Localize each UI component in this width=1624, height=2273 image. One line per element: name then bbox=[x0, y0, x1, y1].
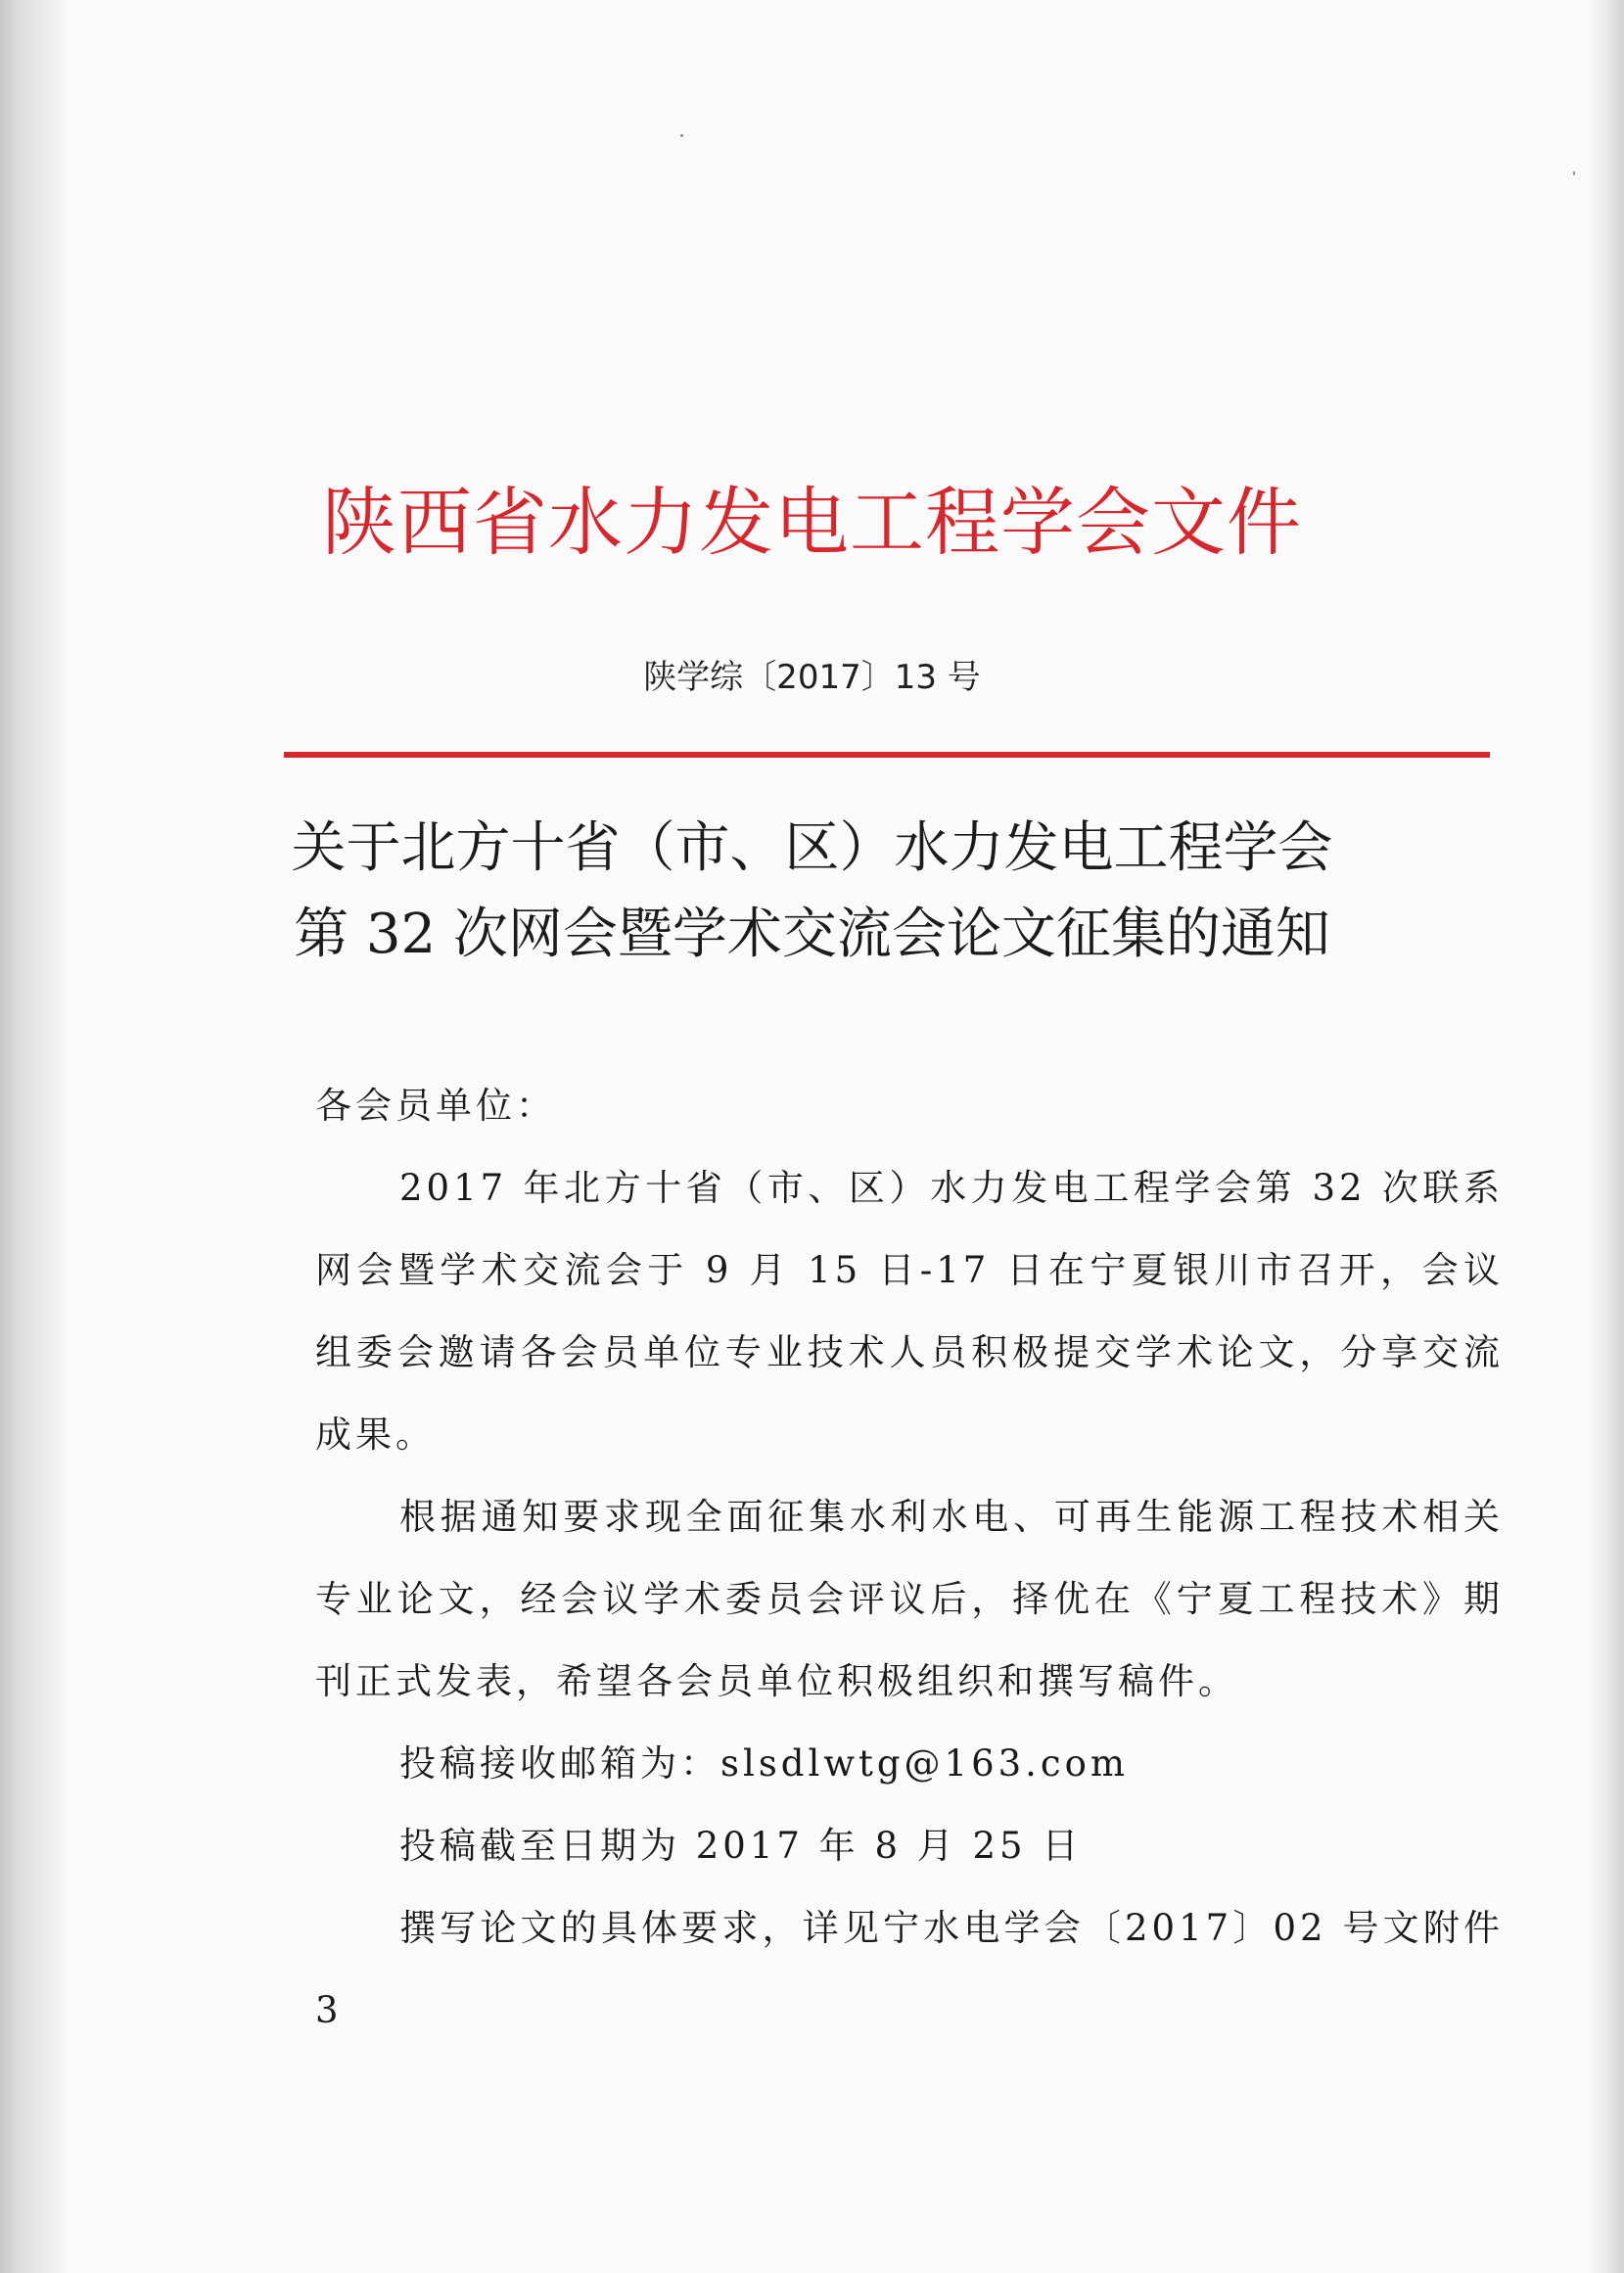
organization-document-title: 陕西省水力发电工程学会文件 bbox=[322, 479, 1302, 566]
paragraph-paper-call: 根据通知要求现全面征集水利水电、可再生能源工程技术相关专业论文，经会议学术委员会评议后，择优在《宁夏工程技术》期刊正式发表，希望各会员单位积极组织和撰写稿件。 bbox=[315, 1496, 1504, 1702]
notice-title-line-2: 第 32 次网会暨学术交流会论文征集的通知 bbox=[294, 903, 1330, 966]
notice-title-line-1: 关于北方十省（市、区）水力发电工程学会 bbox=[291, 816, 1333, 880]
scan-left-edge-shadow bbox=[0, 0, 70, 2273]
notice-title bbox=[0, 806, 1624, 978]
salutation: 各会员单位： bbox=[315, 1085, 556, 1127]
paper-requirements-line: 撰写论文的具体要求，详见宁水电学会〔2017〕02 号文附件 3 bbox=[315, 1907, 1504, 2031]
scan-speck bbox=[680, 134, 683, 137]
notice-body bbox=[315, 1065, 1504, 2052]
scan-speck bbox=[1573, 171, 1575, 175]
document-number: 陕学综〔2017〕13 号 bbox=[643, 658, 981, 697]
scan-right-edge-shadow bbox=[1587, 0, 1624, 2273]
paragraph-meeting-info: 2017 年北方十省（市、区）水力发电工程学会第 32 次联系网会暨学术交流会于 9 月 15 日-17 日在宁夏银川市召开，会议组委会邀请各会员单位专业技术人员积极提交学术论文，分享交流成果。 bbox=[315, 1167, 1504, 1456]
submission-email-line: 投稿接收邮箱为：slsdlwtg@163.com bbox=[399, 1742, 1130, 1785]
submission-deadline-line: 投稿截至日期为 2017 年 8 月 25 日 bbox=[399, 1825, 1083, 1867]
red-divider-line bbox=[284, 752, 1490, 758]
